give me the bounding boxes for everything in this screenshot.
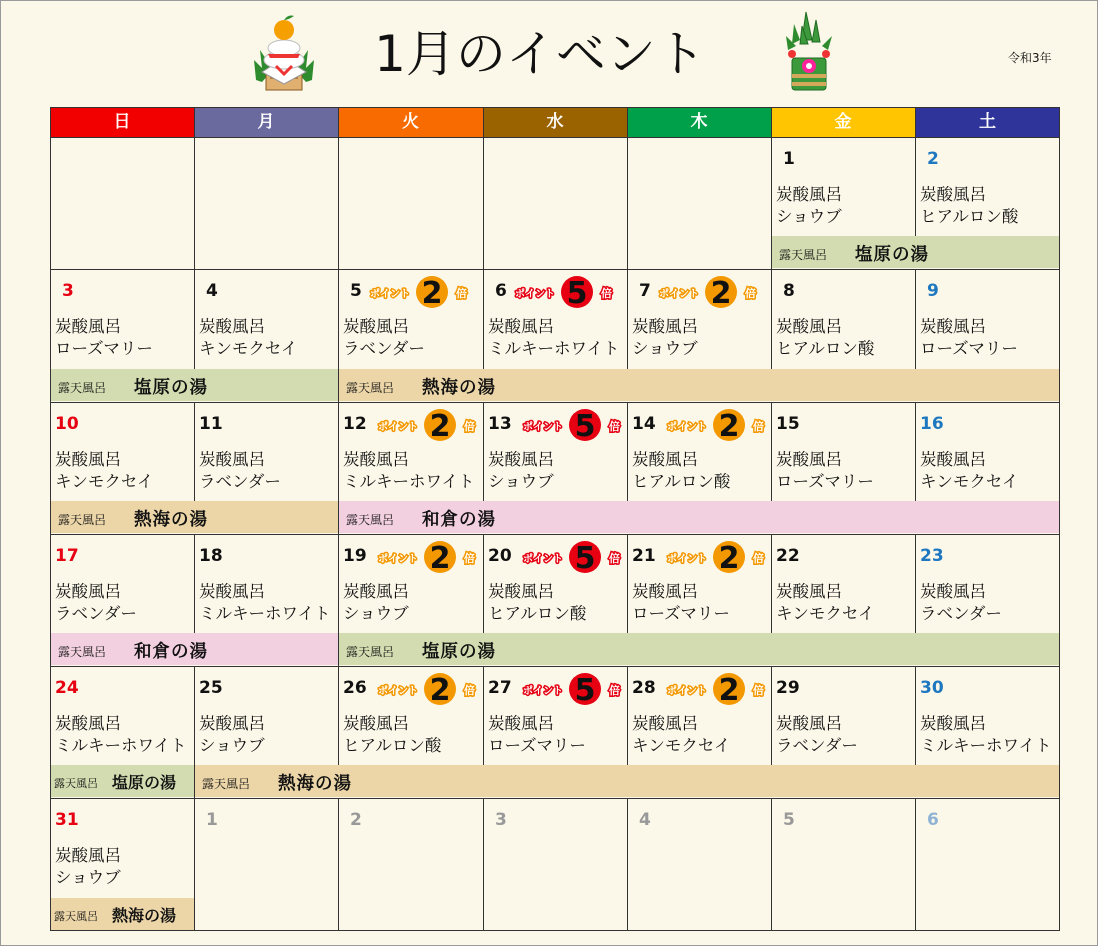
point-multiplier-value: 5 [566,276,588,309]
point-badge-graphic [368,275,476,309]
bath-type-label: 炭酸風呂 [776,714,842,733]
bath-event-name: ラベンダー [920,604,1002,623]
empty-day-cell [627,137,771,269]
point-badge-graphic [376,408,484,442]
band-bath-name: 塩原の湯 [134,378,208,398]
grid-line [771,534,772,633]
grid-line [483,269,484,369]
bath-type-label: 炭酸風呂 [632,582,698,601]
band-prefix: 露天風呂 [54,910,98,923]
bath-event-name: ミルキーホワイト [920,736,1052,755]
grid-line [771,402,772,501]
point-badge-suffix: 倍 [753,684,764,697]
grid-line [915,798,916,931]
bath-type-label: 炭酸風呂 [632,450,698,469]
day-cell [627,666,771,798]
day-number: 9 [927,281,939,301]
grid-line [338,798,339,931]
grid-line [194,107,195,269]
grid-line [194,402,195,501]
point-badge-text: ポイント [523,554,563,565]
bath-event-name: ミルキーホワイト [343,472,475,491]
grid-line [771,107,772,269]
bath-type-label: 炭酸風呂 [343,317,409,336]
point-multiplier-value: 2 [718,673,740,706]
grid-line [50,798,1060,799]
point-badge-graphic [665,672,773,706]
day-number: 21 [632,546,656,566]
kagami-mochi-icon [252,10,316,98]
day-cell [483,798,627,931]
bath-event-name: キンモクセイ [920,472,1019,491]
point-multiplier-value: 2 [718,409,740,442]
bath-type-label: 炭酸風呂 [920,582,986,601]
day-cell [338,269,483,402]
band-bath-name: 塩原の湯 [855,245,929,265]
day-number: 23 [920,546,944,566]
band-prefix: 露天風呂 [202,777,251,791]
grid-line [915,402,916,501]
bath-event-name: ヒアルロン酸 [776,339,875,358]
point-badge-text: ポイント [378,686,418,697]
bath-event-name: ローズマリー [632,604,730,623]
bath-event-name: ヒアルロン酸 [488,604,587,623]
empty-day-cell [194,137,338,269]
grid-line [627,534,628,633]
bath-type-label: 炭酸風呂 [632,317,698,336]
bath-type-label: 炭酸風呂 [199,714,265,733]
point-multiplier-value: 2 [429,673,451,706]
weekday-header: 金 [771,107,915,137]
day-cell [50,534,194,666]
day-cell [627,534,771,666]
bath-type-label: 炭酸風呂 [199,317,265,336]
grid-line [338,402,339,534]
weekday-header: 火 [338,107,483,137]
point-badge-suffix: 倍 [609,420,620,433]
point-badge-suffix: 倍 [753,420,764,433]
point-multiplier-value: 2 [710,276,732,309]
bath-type-label: 炭酸風呂 [55,582,121,601]
grid-line [915,107,916,236]
point-badge-graphic [521,672,629,706]
grid-line [194,666,195,798]
grid-line [338,107,339,269]
grid-line [338,534,339,666]
day-cell [50,402,194,534]
day-cell [771,402,915,534]
point-badge-suffix: 倍 [456,287,467,300]
bath-event-name: キンモクセイ [55,472,154,491]
bath-type-label: 炭酸風呂 [488,317,554,336]
band-bath-name: 和倉の湯 [134,642,208,662]
point-multiplier-value: 2 [421,276,443,309]
point-multiplier-badge [376,672,484,710]
bath-event-name: ローズマリー [920,339,1018,358]
grid-line [194,798,195,931]
point-multiplier-badge [376,408,484,446]
bath-type-label: 炭酸風呂 [920,317,986,336]
band-bath-name: 和倉の湯 [422,510,496,530]
point-multiplier-badge [513,275,621,313]
bath-type-label: 炭酸風呂 [776,582,842,601]
band-prefix: 露天風呂 [54,777,98,790]
point-multiplier-value: 5 [574,541,596,574]
day-number: 4 [639,810,651,830]
day-number: 27 [488,678,512,698]
day-cell [627,269,771,402]
day-number: 3 [495,810,507,830]
band-prefix: 露天風呂 [346,513,395,527]
grid-line [483,798,484,931]
bath-type-label: 炭酸風呂 [776,317,842,336]
grid-line [50,534,1060,535]
grid-line [50,137,1060,138]
bath-event-name: キンモクセイ [632,736,731,755]
grid-line [771,666,772,765]
grid-line [50,930,1060,931]
day-cell [771,269,915,402]
point-multiplier-value: 2 [429,541,451,574]
point-badge-suffix: 倍 [745,287,756,300]
day-cell [338,402,483,534]
bath-event-name: ヒアルロン酸 [632,472,731,491]
point-multiplier-value: 5 [574,409,596,442]
weekday-header: 土 [915,107,1060,137]
day-number: 31 [55,810,79,830]
bath-type-label: 炭酸風呂 [55,450,121,469]
point-multiplier-badge [521,672,629,710]
grid-line [338,666,339,765]
bath-type-label: 炭酸風呂 [776,450,842,469]
day-cell [338,666,483,798]
grid-line [1059,107,1060,931]
day-cell [194,402,338,534]
bath-event-name: ローズマリー [488,736,586,755]
day-number: 2 [350,810,362,830]
point-badge-text: ポイント [523,686,563,697]
point-badge-text: ポイント [370,289,410,300]
point-badge-suffix: 倍 [609,552,620,565]
grid-line [771,798,772,931]
band-prefix: 露天風呂 [346,381,395,395]
band-prefix: 露天風呂 [58,381,107,395]
bath-type-label: 炭酸風呂 [343,582,409,601]
page-title: 1月のイベント [374,25,706,83]
day-cell [50,798,194,931]
bath-type-label: 炭酸風呂 [199,582,265,601]
grid-line [483,107,484,269]
bath-event-name: ショウブ [343,604,409,623]
bath-event-name: ショウブ [199,736,265,755]
band-prefix: 露天風呂 [346,645,395,659]
day-number: 17 [55,546,79,566]
band-bath-name: 塩原の湯 [112,773,177,792]
point-badge-suffix: 倍 [464,552,475,565]
day-number: 22 [776,546,800,566]
point-badge-suffix: 倍 [609,684,620,697]
bath-type-label: 炭酸風呂 [488,450,554,469]
bath-type-label: 炭酸風呂 [632,714,698,733]
day-number: 1 [783,149,795,169]
empty-day-cell [338,137,483,269]
day-number: 3 [62,281,74,301]
bath-event-name: ラベンダー [776,736,858,755]
bath-type-label: 炭酸風呂 [55,317,121,336]
day-number: 10 [55,414,79,434]
kadomatsu-icon [784,10,834,100]
point-multiplier-badge [665,672,773,710]
point-multiplier-value: 2 [718,541,740,574]
day-number: 11 [199,414,223,434]
grid-line [627,666,628,765]
grid-line [627,798,628,931]
day-number: 15 [776,414,800,434]
point-multiplier-badge [376,540,484,578]
weekday-header: 月 [194,107,338,137]
grid-line [483,402,484,501]
era-year-label: 令和3年 [1008,51,1052,65]
point-badge-text: ポイント [523,422,563,433]
bath-event-name: ヒアルロン酸 [920,207,1019,226]
grid-line [338,269,339,402]
grid-line [483,534,484,633]
band-bath-name: 熱海の湯 [134,510,208,530]
weekday-header: 水 [483,107,627,137]
bath-event-name: ラベンダー [55,604,137,623]
day-cell [771,666,915,798]
point-badge-text: ポイント [659,289,699,300]
day-number: 29 [776,678,800,698]
day-cell [483,534,627,666]
point-badge-text: ポイント [515,289,555,300]
grid-line [483,666,484,765]
day-cell [771,798,915,931]
day-cell [915,666,1060,798]
point-badge-suffix: 倍 [753,552,764,565]
bath-event-name: ミルキーホワイト [488,339,620,358]
grid-line [50,402,1060,403]
bath-type-label: 炭酸風呂 [199,450,265,469]
bath-event-name: ショウブ [488,472,554,491]
point-multiplier-badge [368,275,476,313]
point-badge-graphic [521,540,629,574]
point-multiplier-badge [665,540,773,578]
day-number: 7 [639,281,651,301]
day-number: 20 [488,546,512,566]
bath-event-name: ショウブ [776,207,842,226]
day-cell [483,402,627,534]
point-badge-graphic [376,540,484,574]
grid-line [50,107,51,931]
calendar-grid [50,107,1060,931]
bath-type-label: 炭酸風呂 [488,714,554,733]
day-cell [915,137,1060,269]
day-cell [338,534,483,666]
empty-day-cell [483,137,627,269]
day-number: 14 [632,414,656,434]
point-badge-text: ポイント [667,686,707,697]
point-badge-text: ポイント [667,554,707,565]
grid-line [915,534,916,633]
point-badge-graphic [521,408,629,442]
day-number: 4 [206,281,218,301]
grid-line [627,402,628,501]
bath-type-label: 炭酸風呂 [55,846,121,865]
point-badge-graphic [665,540,773,574]
bath-type-label: 炭酸風呂 [55,714,121,733]
day-number: 30 [920,678,944,698]
band-bath-name: 熱海の湯 [112,906,177,925]
grid-line [50,666,1060,667]
day-number: 19 [343,546,367,566]
day-cell [627,798,771,931]
weekday-header: 日 [50,107,194,137]
bath-type-label: 炭酸風呂 [920,450,986,469]
bath-type-label: 炭酸風呂 [920,185,986,204]
bath-event-name: ラベンダー [343,339,425,358]
point-multiplier-badge [521,408,629,446]
day-number: 5 [350,281,362,301]
day-number: 28 [632,678,656,698]
grid-line [194,269,195,369]
point-badge-graphic [513,275,621,309]
band-prefix: 露天風呂 [58,513,107,527]
point-badge-suffix: 倍 [464,684,475,697]
point-badge-graphic [376,672,484,706]
day-number: 6 [927,810,939,830]
day-number: 6 [495,281,507,301]
bath-event-name: ローズマリー [776,472,874,491]
bath-event-name: ヒアルロン酸 [343,736,442,755]
bath-type-label: 炭酸風呂 [343,714,409,733]
day-cell [771,137,915,269]
day-number: 12 [343,414,367,434]
bath-event-name: ローズマリー [55,339,153,358]
band-bath-name: 熱海の湯 [422,378,496,398]
band-bath-name: 塩原の湯 [422,642,496,662]
day-cell [483,666,627,798]
day-cell [915,534,1060,666]
day-cell [483,269,627,402]
grid-line [915,666,916,765]
day-number: 5 [783,810,795,830]
day-number: 25 [199,678,223,698]
bath-event-name: ラベンダー [199,472,281,491]
day-number: 8 [783,281,795,301]
day-number: 13 [488,414,512,434]
grid-line [771,269,772,369]
bath-event-name: ショウブ [55,868,121,887]
day-number: 26 [343,678,367,698]
bath-event-name: ミルキーホワイト [55,736,187,755]
band-prefix: 露天風呂 [779,248,828,262]
bath-type-label: 炭酸風呂 [488,582,554,601]
day-number: 24 [55,678,79,698]
point-badge-text: ポイント [667,422,707,433]
bath-event-name: ミルキーホワイト [199,604,331,623]
band-bath-name: 熱海の湯 [278,774,352,794]
day-cell [915,798,1060,931]
day-cell [194,666,338,798]
day-cell [194,534,338,666]
day-cell [338,798,483,931]
day-cell [627,402,771,534]
day-number: 18 [199,546,223,566]
point-badge-text: ポイント [378,554,418,565]
empty-day-cell [50,137,194,269]
point-multiplier-value: 5 [574,673,596,706]
point-badge-suffix: 倍 [601,287,612,300]
day-cell [771,534,915,666]
day-cell [194,269,338,402]
point-multiplier-badge [665,408,773,446]
bath-event-name: キンモクセイ [776,604,875,623]
day-number: 1 [206,810,218,830]
day-cell [915,402,1060,534]
grid-line [627,107,628,269]
point-multiplier-badge [657,275,765,313]
point-multiplier-value: 2 [429,409,451,442]
bath-event-name: ショウブ [632,339,698,358]
day-number: 16 [920,414,944,434]
point-badge-suffix: 倍 [464,420,475,433]
day-cell [194,798,338,931]
day-cell [50,269,194,402]
bath-type-label: 炭酸風呂 [920,714,986,733]
band-prefix: 露天風呂 [58,645,107,659]
grid-line [194,534,195,633]
bath-type-label: 炭酸風呂 [343,450,409,469]
point-multiplier-badge [521,540,629,578]
grid-line [915,269,916,369]
bath-event-name: キンモクセイ [199,339,298,358]
point-badge-graphic [657,275,765,309]
day-number: 2 [927,149,939,169]
day-cell [50,666,194,798]
grid-line [50,107,1060,108]
day-cell [915,269,1060,402]
weekday-header: 木 [627,107,771,137]
grid-line [627,269,628,369]
grid-line [50,269,1060,270]
bath-type-label: 炭酸風呂 [776,185,842,204]
point-badge-graphic [665,408,773,442]
point-badge-text: ポイント [378,422,418,433]
